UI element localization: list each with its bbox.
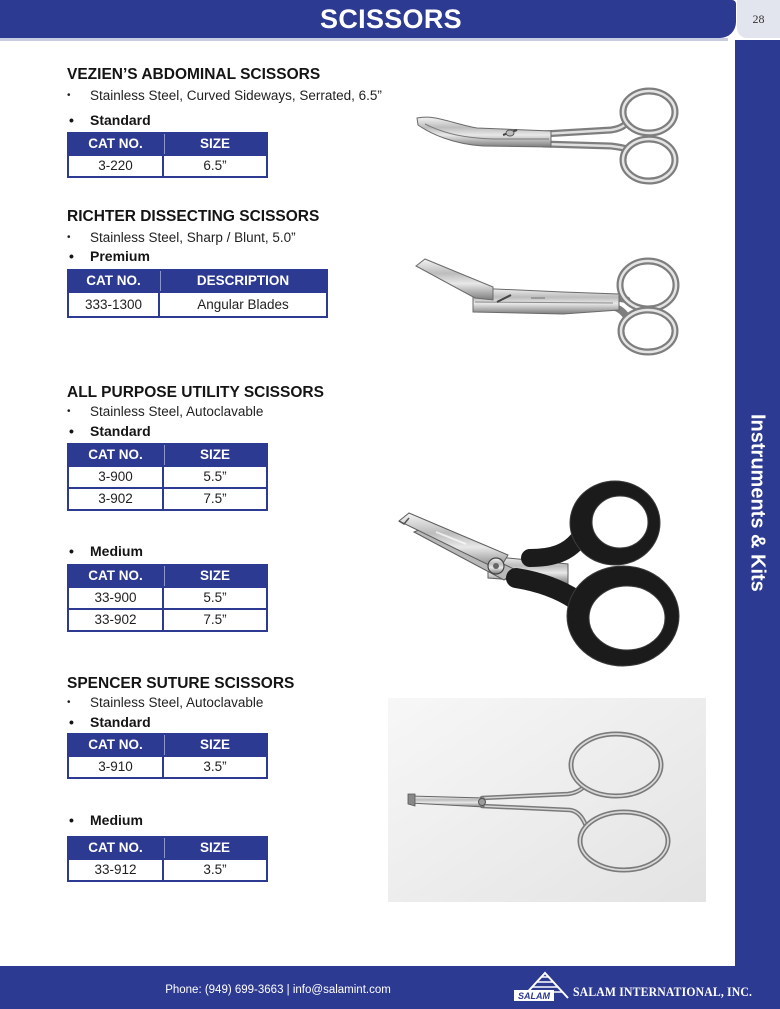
table-header-row	[68, 837, 267, 859]
grade-label-premium: • Premium	[67, 248, 150, 264]
product-title-vezien: VEZIEN’S ABDOMINAL SCISSORS	[67, 66, 321, 83]
table-header-row	[68, 444, 267, 466]
logo-wordmark: SALAM	[518, 991, 550, 1001]
size-cell: 6.5”	[163, 155, 267, 177]
table-row	[68, 292, 327, 317]
grade-label-standard: • Standard	[67, 714, 151, 730]
sidebar-section-label: Instruments & Kits	[746, 414, 769, 592]
size-cell: 5.5”	[163, 466, 267, 488]
section-sidebar	[735, 40, 780, 966]
table-header-row	[68, 734, 267, 756]
page-footer	[0, 966, 780, 1009]
grade-label-standard: • Standard	[67, 423, 151, 439]
feature-item: • Stainless Steel, Curved Sideways, Serrated, 6.5”	[67, 88, 382, 104]
header-divider	[0, 38, 728, 41]
spencer-medium-table	[67, 836, 268, 882]
cat-no-cell: 3-910	[68, 756, 163, 778]
product-title-spencer: SPENCER SUTURE SCISSORS	[67, 675, 295, 692]
col-header-cat-no: CAT NO.	[68, 734, 163, 756]
feature-item: • Stainless Steel, Autoclavable	[67, 404, 263, 420]
size-cell: 3.5”	[163, 756, 267, 778]
size-cell: 7.5”	[163, 609, 267, 631]
table-header-row	[68, 270, 327, 292]
product-title-utility: ALL PURPOSE UTILITY SCISSORS	[67, 384, 324, 401]
table-row	[68, 756, 267, 778]
vezien-spec-table	[67, 132, 268, 178]
richter-spec-table	[67, 269, 328, 318]
spencer-scissors-image	[388, 696, 706, 904]
table-header-row	[68, 133, 267, 155]
feature-item: • Stainless Steel, Sharp / Blunt, 5.0”	[67, 230, 296, 246]
description-cell: Angular Blades	[159, 292, 327, 317]
grade-label-medium: • Medium	[67, 812, 143, 828]
cat-no-cell: 33-900	[68, 587, 163, 609]
spencer-standard-table	[67, 733, 268, 779]
cat-no-cell: 333-1300	[68, 292, 159, 317]
product-title-richter: RICHTER DISSECTING SCISSORS	[67, 208, 320, 225]
size-cell: 3.5”	[163, 859, 267, 881]
col-header-cat-no: CAT NO.	[68, 444, 163, 466]
contact-info: Phone: (949) 699-3663 | info@salamint.com	[165, 984, 391, 996]
company-name: SALAM INTERNATIONAL, INC.	[573, 984, 753, 999]
table-row	[68, 488, 267, 510]
col-header-cat-no: CAT NO.	[68, 565, 163, 587]
table-header-row	[68, 565, 267, 587]
company-logo	[512, 970, 572, 1004]
grade-label-standard: • Standard	[67, 112, 151, 128]
utility-medium-table	[67, 564, 268, 632]
grade-label-medium: • Medium	[67, 543, 143, 559]
size-cell: 5.5”	[163, 587, 267, 609]
utility-scissors-image	[396, 478, 682, 672]
vezien-scissors-image	[413, 84, 685, 188]
col-header-size: SIZE	[163, 565, 267, 587]
col-header-size: SIZE	[163, 133, 267, 155]
cat-no-cell: 3-902	[68, 488, 163, 510]
utility-standard-table	[67, 443, 268, 511]
page-number: 28	[752, 12, 765, 26]
table-row	[68, 609, 267, 631]
cat-no-cell: 33-902	[68, 609, 163, 631]
cat-no-cell: 33-912	[68, 859, 163, 881]
size-cell: 7.5”	[163, 488, 267, 510]
col-header-size: SIZE	[163, 444, 267, 466]
col-header-size: SIZE	[163, 837, 267, 859]
cat-no-cell: 3-900	[68, 466, 163, 488]
page-title: SCISSORS	[320, 4, 462, 34]
feature-item: • Stainless Steel, Autoclavable	[67, 695, 263, 711]
table-row	[68, 859, 267, 881]
col-header-cat-no: CAT NO.	[68, 270, 159, 292]
richter-scissors-image	[413, 252, 685, 356]
table-row	[68, 466, 267, 488]
table-row	[68, 587, 267, 609]
col-header-cat-no: CAT NO.	[68, 133, 163, 155]
cat-no-cell: 3-220	[68, 155, 163, 177]
col-header-cat-no: CAT NO.	[68, 837, 163, 859]
table-row	[68, 155, 267, 177]
col-header-size: SIZE	[163, 734, 267, 756]
col-header-description: DESCRIPTION	[159, 270, 327, 292]
